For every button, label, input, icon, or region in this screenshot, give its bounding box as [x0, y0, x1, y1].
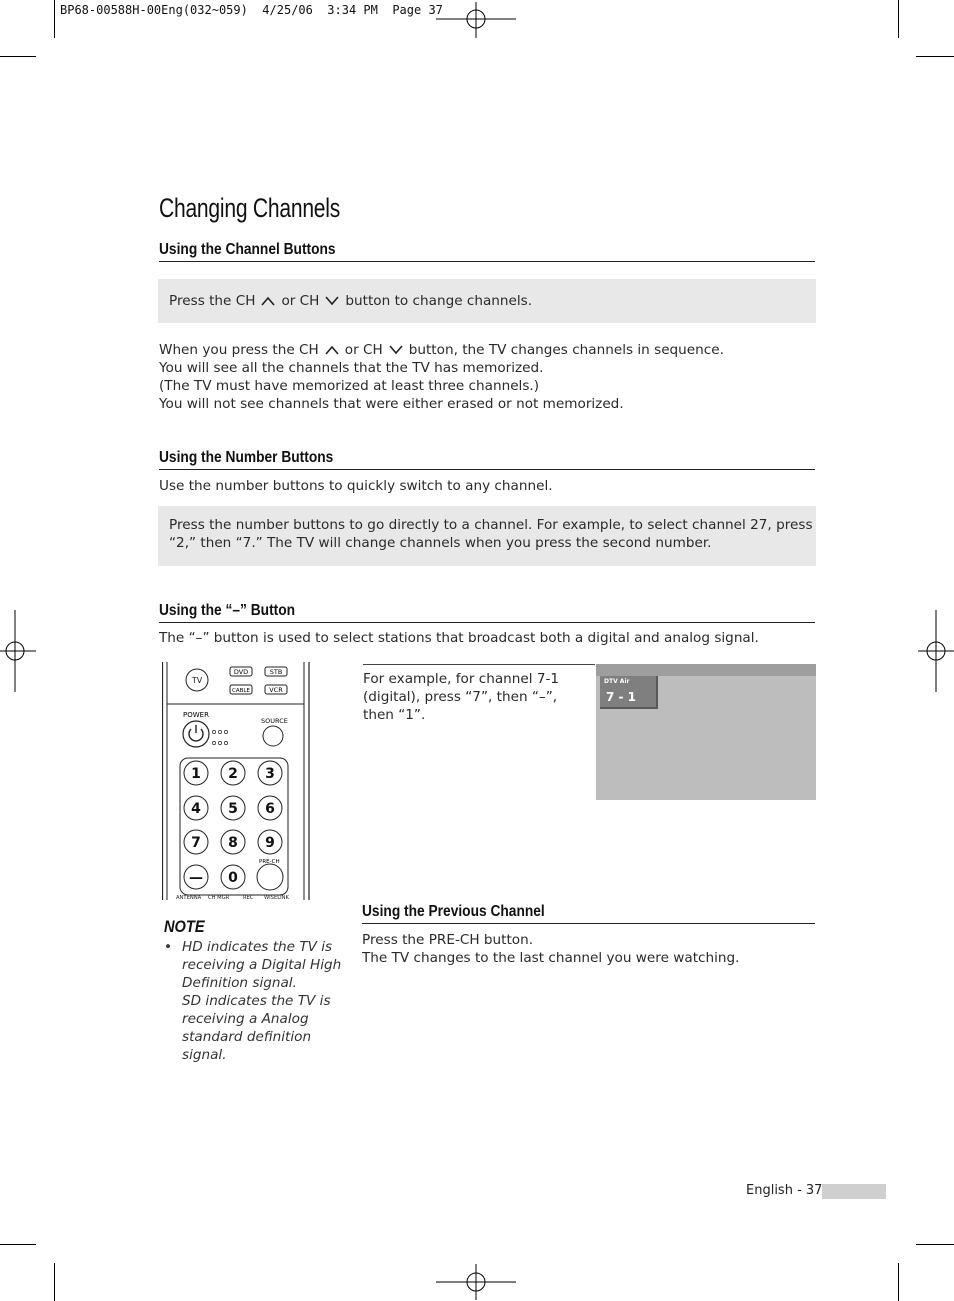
note-line: Definition signal.	[182, 975, 297, 991]
number-intro: Use the number buttons to quickly switch to any channel.	[159, 478, 553, 494]
remote-key-4: 4	[191, 801, 201, 817]
note-line: SD indicates the TV is	[182, 993, 331, 1009]
registration-mark-right	[918, 610, 954, 692]
remote-prech-label: PRE-CH	[259, 859, 280, 865]
remote-key-7: 7	[191, 835, 201, 851]
example-rule	[363, 664, 595, 665]
example-line: then “1”.	[363, 707, 426, 723]
text-fragment: or CH	[344, 342, 383, 358]
screen-top-band	[596, 664, 816, 676]
text-fragment: button to change channels.	[345, 293, 533, 309]
crop-mark	[916, 56, 954, 57]
osd-label: DTV Air	[604, 678, 630, 685]
remote-key-6: 6	[265, 801, 275, 817]
remote-key-5: 5	[228, 801, 238, 817]
section-heading-text: Using the “–” Button	[159, 602, 296, 619]
note-bullet: •	[164, 939, 173, 955]
osd-channel: 7 - 1	[606, 690, 637, 704]
note-text	[182, 938, 343, 1064]
chevron-down-icon	[389, 345, 403, 355]
note-body	[163, 938, 343, 1064]
registration-mark-top	[436, 2, 518, 38]
section-heading-dash-button	[159, 602, 815, 623]
section-heading-number-buttons	[159, 449, 815, 470]
remote-key-2: 2	[228, 766, 238, 782]
crop-mark	[0, 1244, 36, 1245]
remote-chmgr-label: CH MGR	[208, 895, 230, 900]
tv-screen-illustration	[596, 664, 816, 800]
example-line: (digital), press “7”, then “–”,	[363, 689, 558, 705]
printer-slug: BP68-00588H-00Eng(032~059) 4/25/06 3:34 PM Page 37	[60, 3, 443, 17]
section-heading-previous-channel	[362, 903, 815, 924]
remote-dvd-label: DVD	[233, 668, 249, 676]
instruction-box-channel	[158, 279, 816, 323]
crop-mark	[916, 1244, 954, 1245]
crop-mark	[0, 56, 36, 57]
section-heading-text: Using the Previous Channel	[362, 903, 545, 920]
paragraph-line: Press the PRE-CH button.	[362, 932, 534, 948]
text-fragment: button, the TV changes channels in sequence.	[408, 342, 724, 358]
remote-power-label: POWER	[183, 711, 209, 719]
instruction-line	[169, 292, 532, 310]
remote-vcr-label: VCR	[269, 686, 283, 694]
chevron-up-icon	[261, 296, 275, 306]
remote-key-8: 8	[228, 835, 238, 851]
note-heading: NOTE	[164, 917, 205, 936]
remote-stb-label: STB	[269, 668, 283, 676]
section-heading-channel-buttons	[159, 241, 815, 262]
instruction-line: Press the number buttons to go directly to a channel. For example, to select channel 27, press	[169, 517, 813, 533]
paragraph-line: The TV changes to the last channel you were watching.	[362, 950, 740, 966]
footer-bar	[822, 1184, 886, 1199]
remote-key-9: 9	[265, 835, 275, 851]
text-fragment: When you press the CH	[159, 342, 319, 358]
page-number: English - 37	[746, 1183, 823, 1198]
paragraph-line: You will see all the channels that the TV has memorized.	[159, 360, 544, 376]
remote-source-label: SOURCE	[261, 717, 288, 725]
dash-intro: The “–” button is used to select stations that broadcast both a digital and analog signal.	[159, 630, 759, 646]
note-line: standard definition	[182, 1029, 312, 1045]
crop-mark	[54, 1263, 55, 1301]
instruction-text	[169, 516, 813, 552]
remote-key-1: 1	[191, 766, 201, 782]
chevron-up-icon	[325, 345, 339, 355]
remote-rec-label: REC	[243, 895, 254, 900]
section-heading-text: Using the Channel Buttons	[159, 241, 336, 258]
remote-control-illustration	[162, 662, 310, 900]
page-title: Changing Channels	[159, 193, 341, 223]
instruction-box-number	[158, 506, 816, 566]
remote-cable-label: CABLE	[232, 688, 250, 694]
remote-wiselink-label: WISELINK	[264, 895, 289, 900]
note-line: HD indicates the TV is	[182, 939, 333, 955]
section-heading-text: Using the Number Buttons	[159, 449, 334, 466]
note-line: signal.	[182, 1047, 227, 1063]
text-fragment: or CH	[281, 293, 320, 309]
example-line: For example, for channel 7-1	[363, 671, 560, 687]
paragraph-line	[159, 341, 724, 359]
note-line: receiving a Analog	[182, 1011, 309, 1027]
paragraph-line: (The TV must have memorized at least three channels.)	[159, 378, 540, 394]
note-line: receiving a Digital High	[182, 957, 342, 973]
previous-channel-text	[362, 931, 739, 967]
registration-mark-bottom	[436, 1264, 518, 1300]
crop-mark	[898, 1263, 899, 1301]
registration-mark-left	[0, 610, 36, 692]
crop-mark	[54, 0, 55, 38]
remote-key-dash: —	[189, 870, 203, 886]
instruction-line: “2,” then “7.” The TV will change channels when you press the second number.	[169, 535, 712, 551]
text-fragment: Press the CH	[169, 293, 256, 309]
channel-osd-box	[600, 676, 658, 709]
dash-example	[363, 670, 559, 724]
remote-antenna-label: ANTENNA	[176, 895, 202, 900]
channel-paragraph	[159, 341, 724, 413]
remote-key-0: 0	[228, 870, 238, 886]
crop-mark	[898, 0, 899, 38]
paragraph-line: You will not see channels that were either erased or not memorized.	[159, 396, 624, 412]
chevron-down-icon	[325, 296, 339, 306]
remote-key-3: 3	[265, 766, 275, 782]
remote-tv-label: TV	[191, 676, 203, 685]
